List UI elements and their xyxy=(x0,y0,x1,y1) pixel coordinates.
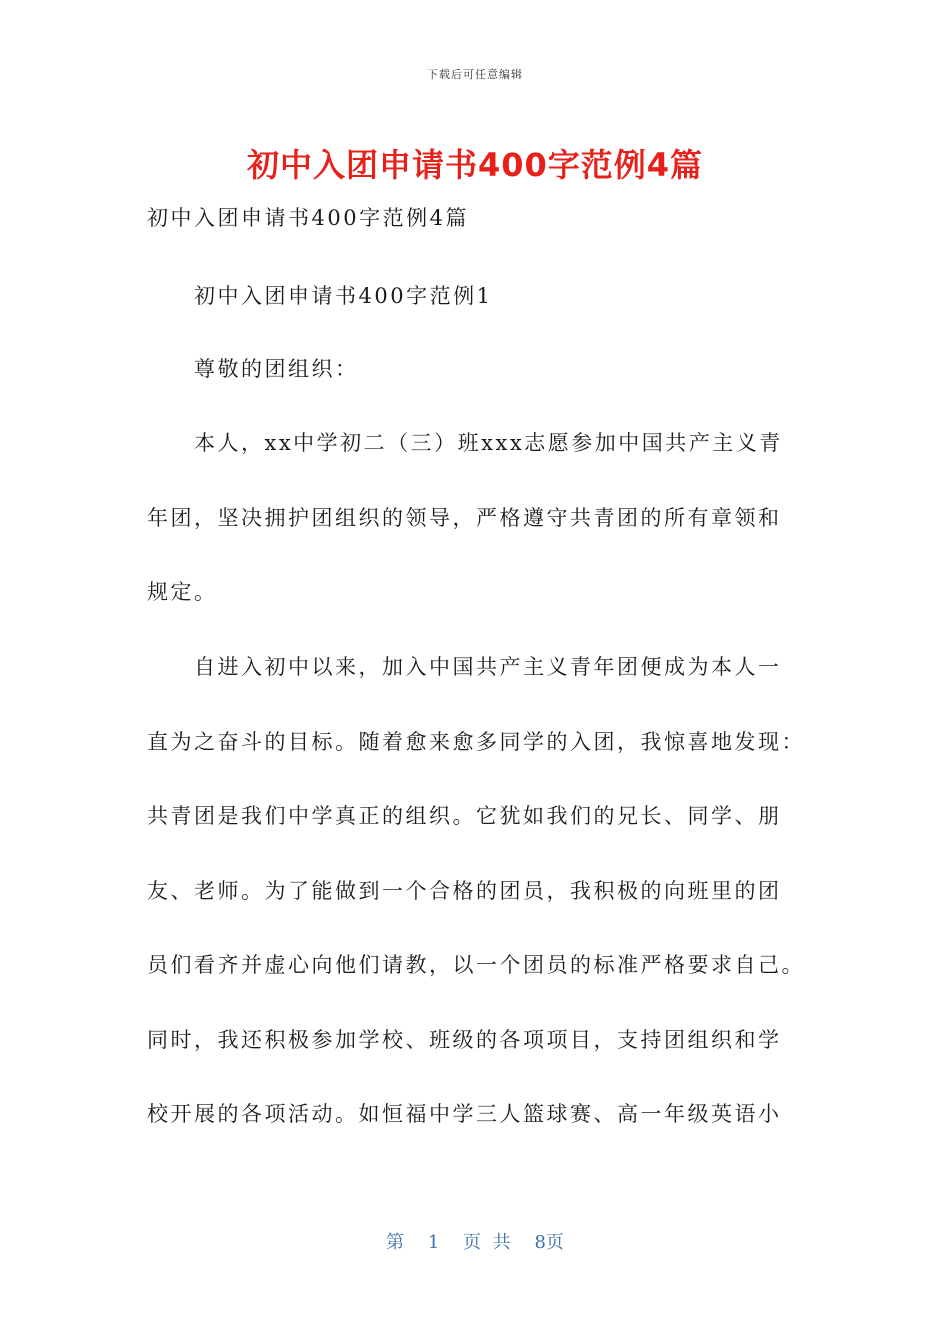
paragraph-line: 规定。 xyxy=(147,580,218,604)
document-title: 初中入团申请书400字范例4篇 xyxy=(246,146,704,184)
paragraph-line: 员们看齐并虚心向他们请教，以一个团员的标准严格要求自己。 xyxy=(147,953,805,977)
paragraph-line: 友、老师。为了能做到一个合格的团员，我积极的向班里的团 xyxy=(147,879,782,903)
paragraph-line: 直为之奋斗的目标。随着愈来愈多同学的入团，我惊喜地发现： xyxy=(147,730,805,754)
header-note: 下载后可任意编辑 xyxy=(427,68,523,81)
footer-prefix: 第 xyxy=(386,1232,405,1253)
footer-middle: 页 共 xyxy=(463,1232,511,1253)
salutation: 尊敬的团组织： xyxy=(194,357,359,381)
paragraph-line: 校开展的各项活动。如恒福中学三人篮球赛、高一年级英语小 xyxy=(147,1102,782,1126)
paragraph-line: 自进入初中以来，加入中国共产主义青年团便成为本人一 xyxy=(194,655,782,679)
footer-total-pages: 8页 xyxy=(534,1232,564,1253)
paragraph-line: 同时，我还积极参加学校、班级的各项项目，支持团组织和学 xyxy=(147,1028,782,1052)
footer-page-number: 1 xyxy=(427,1232,440,1253)
section-heading: 初中入团申请书400字范例1 xyxy=(194,284,493,308)
paragraph-line: 本人，xx中学初二（三）班xxx志愿参加中国共产主义青 xyxy=(194,431,783,455)
paragraph-line: 共青团是我们中学真正的组织。它犹如我们的兄长、同学、朋 xyxy=(147,804,782,828)
subtitle-line: 初中入团申请书400字范例4篇 xyxy=(147,206,469,230)
paragraph-line: 年团，坚决拥护团组织的领导，严格遵守共青团的所有章领和 xyxy=(147,506,782,530)
page-footer xyxy=(0,1228,950,1254)
